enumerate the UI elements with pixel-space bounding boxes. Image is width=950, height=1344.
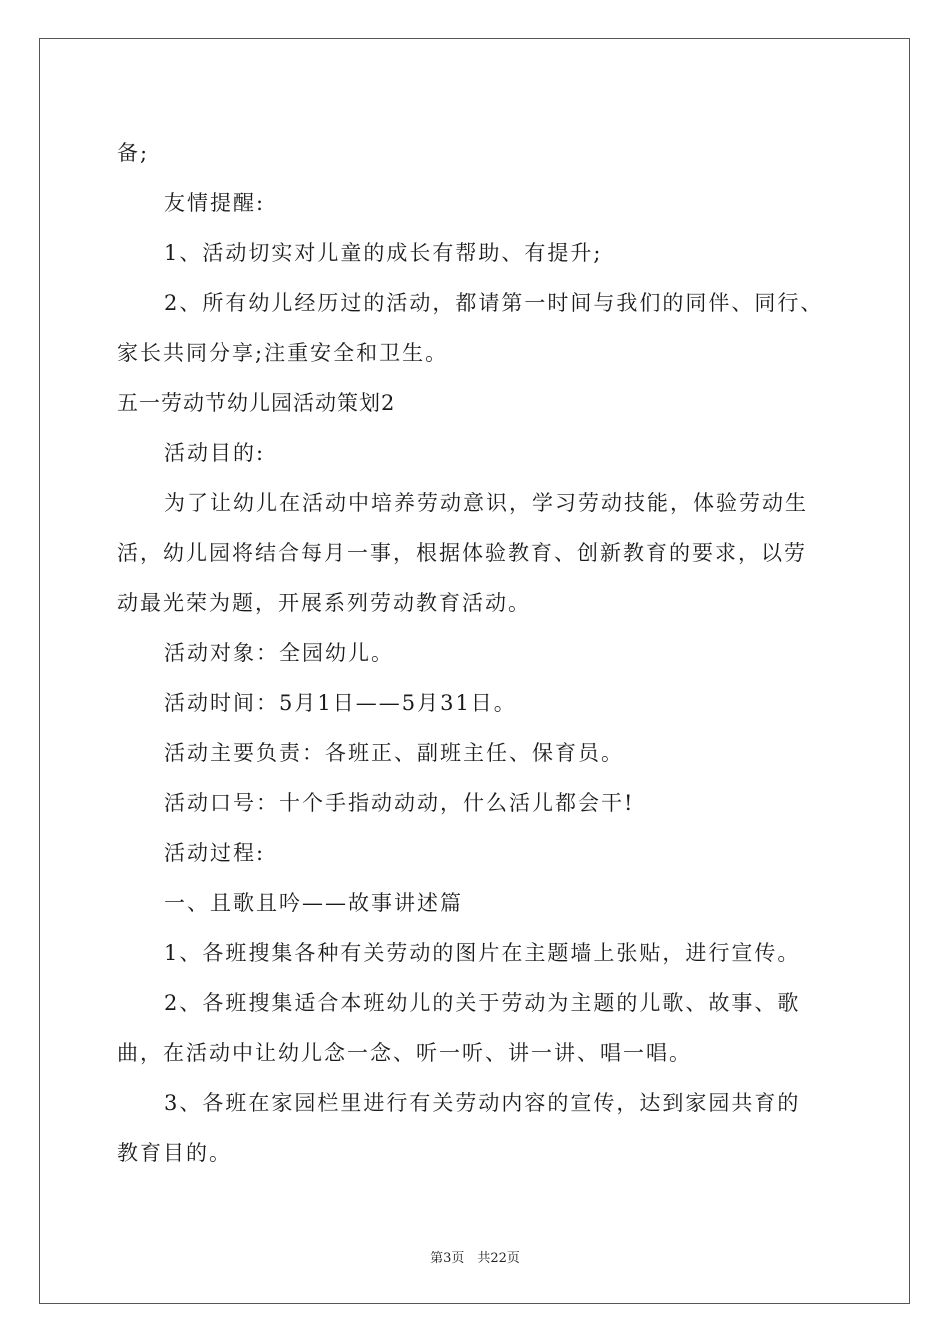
text-line: 1、活动切实对儿童的成长有帮助、有提升; [164,241,603,265]
text-line: 活动对象：全园幼儿。 [164,641,394,665]
text-line: 为了让幼儿在活动中培养劳动意识，学习劳动技能，体验劳动生 [164,491,808,515]
text-line: 曲，在活动中让幼儿念一念、听一听、讲一讲、唱一唱。 [117,1041,692,1065]
text-line: 动最光荣为题，开展系列劳动教育活动。 [117,591,531,615]
text-line: 1、各班搜集各种有关劳动的图片在主题墙上张贴，进行宣传。 [164,941,801,965]
text-line: 3、各班在家园栏里进行有关劳动内容的宣传，达到家园共育的 [164,1091,801,1115]
page-number-footer: 第3页 共22页 [430,1251,520,1266]
text-line: 一、且歌且吟——故事讲述篇 [164,891,463,915]
text-line: 2、所有幼儿经历过的活动，都请第一时间与我们的同伴、同行、 [164,291,824,315]
text-line: 友情提醒: [164,191,266,215]
text-line: 家长共同分享;注重安全和卫生。 [117,341,449,365]
section-heading: 五一劳动节幼儿园活动策划2 [117,391,396,415]
text-line: 活动时间：5月1日——5月31日。 [164,691,517,715]
text-line: 活，幼儿园将结合每月一事，根据体验教育、创新教育的要求，以劳 [117,541,807,565]
text-line: 活动口号：十个手指动动动，什么活儿都会干! [164,791,635,815]
text-line: 2、各班搜集适合本班幼儿的关于劳动为主题的儿歌、故事、歌 [164,991,801,1015]
text-line: 备; [117,141,150,165]
text-line: 活动目的: [164,441,266,465]
text-line: 教育目的。 [117,1141,232,1165]
document-body [117,128,837,1178]
text-line: 活动过程: [164,841,266,865]
text-line: 活动主要负责：各班正、副班主任、保育员。 [164,741,624,765]
